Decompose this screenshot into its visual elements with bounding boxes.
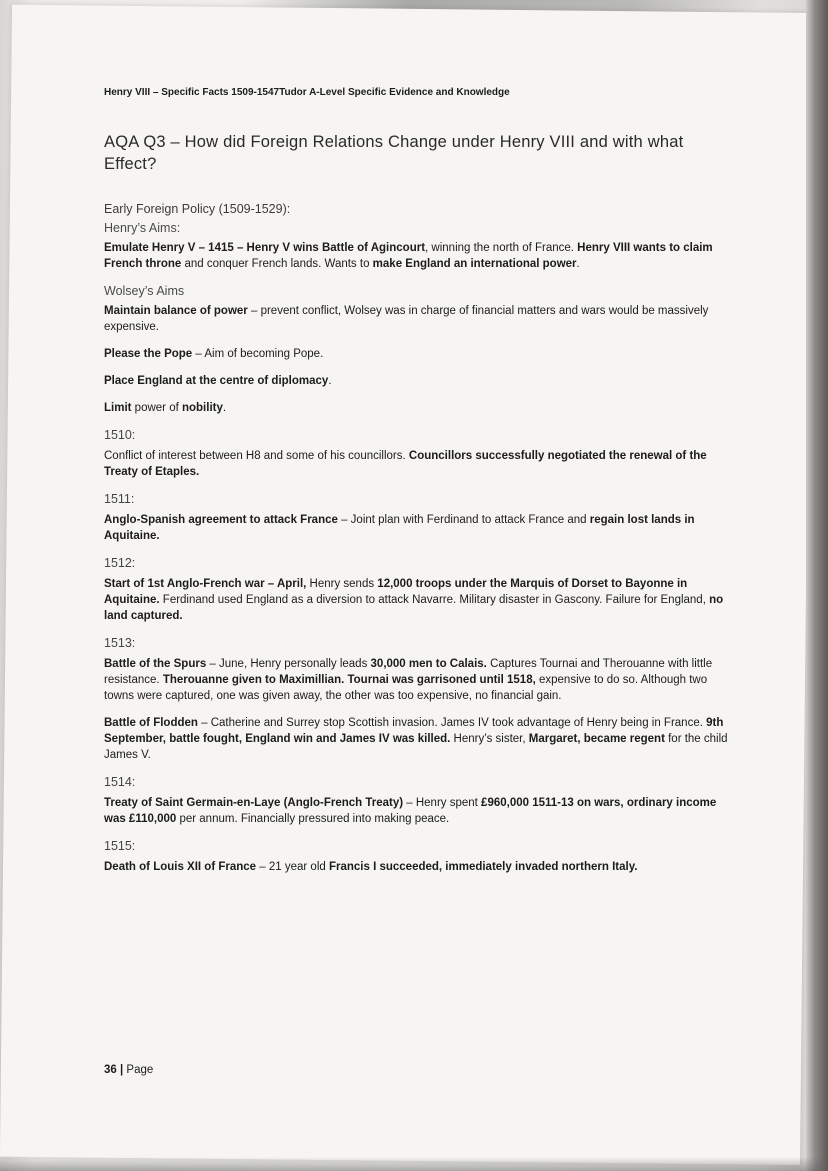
text-bold: no land captured. <box>104 594 724 622</box>
text-normal: and conquer French lands. Wants to <box>181 258 373 270</box>
text-normal: – Henry spent <box>403 797 482 809</box>
year-entry <box>104 859 738 875</box>
text-normal: – 21 year old <box>256 861 329 873</box>
document-header: Henry VIII – Specific Facts 1509-1547Tudor A-Level Specific Evidence and Knowledge <box>104 87 510 98</box>
text-bold: Please the Pope <box>104 348 193 360</box>
year-entry <box>104 448 738 480</box>
year-entry <box>104 656 738 704</box>
text-bold: Battle of the Spurs <box>104 658 207 670</box>
text-normal: Conflict of interest between H8 and some of his councillors. <box>104 450 409 462</box>
page-label: Page <box>126 1064 154 1076</box>
text-bold: Emulate Henry V – 1415 – Henry V wins Battle of Agincourt <box>104 242 426 254</box>
text-bold: 9th September, battle fought, England win and James IV was killed. <box>104 717 724 745</box>
year-heading: 1514: <box>104 775 136 789</box>
year-entry <box>104 795 738 827</box>
year-heading: 1515: <box>104 839 136 853</box>
text-bold: Margaret, became regent <box>528 733 665 745</box>
text-normal: Captures Tournai and Therouanne with little resistance. <box>104 658 713 686</box>
text-bold: regain lost lands in Aquitaine. <box>104 514 695 542</box>
text-normal: . <box>576 258 580 270</box>
text-normal: for the child James V. <box>104 733 728 761</box>
text-bold: Anglo-Spanish agreement to attack France <box>104 514 338 526</box>
year-heading: 1511: <box>104 492 135 506</box>
page-separator: | <box>120 1064 124 1076</box>
text-bold: Maintain balance of power <box>104 305 248 317</box>
text-bold: Start of 1st Anglo-French war – April, <box>104 578 307 590</box>
henrys-aims-text <box>104 240 738 272</box>
text-normal: Henry sends <box>306 578 378 590</box>
text-normal: – June, Henry personally leads <box>206 658 371 670</box>
year-heading: 1512: <box>104 556 136 570</box>
text-normal: . <box>222 402 227 414</box>
document-title: AQA Q3 – How did Foreign Relations Change under Henry VIII and with what Effect? <box>104 133 684 173</box>
year-entry <box>104 715 738 763</box>
year-heading: 1513: <box>104 636 136 650</box>
text-normal: power of <box>131 402 182 414</box>
henrys-aims-heading: Henry’s Aims: <box>104 221 181 235</box>
text-bold: Battle of Flodden <box>104 717 198 729</box>
wolsey-aim-item <box>104 373 738 389</box>
scan-shadow-right <box>806 0 828 1171</box>
text-bold: Death of Louis XII of France <box>104 861 257 873</box>
year-entry <box>104 512 738 544</box>
text-bold: £960,000 1511-13 on wars, ordinary income was £110,000 <box>104 797 717 825</box>
text-bold: 30,000 men to Calais. <box>370 658 487 670</box>
text-bold: make England an international power <box>372 258 577 270</box>
text-normal: per annum. Financially pressured into making peace. <box>176 813 450 825</box>
text-normal: . <box>328 375 332 387</box>
text-normal: – prevent conflict, Wolsey was in charge of financial matters and wars would be massively expensive. <box>104 305 709 333</box>
text-normal: – Catherine and Surrey stop Scottish invasion. James IV took advantage of Henry being in France. <box>197 717 707 729</box>
text-bold: nobility <box>181 402 223 414</box>
text-bold: Henry VIII wants to claim French throne <box>104 242 713 270</box>
text-bold: 12,000 troops under the Marquis of Dorset to Bayonne in Aquitaine. <box>104 578 688 606</box>
text-normal: expensive to do so. Although two towns were captured, one was given away, the other was too expensive, no financial gain. <box>104 674 708 702</box>
scan-shadow-bottom <box>0 1157 828 1171</box>
wolseys-aims-heading: Wolsey’s Aims <box>104 284 185 298</box>
text-bold: Francis I succeeded, immediately invaded northern Italy. <box>328 861 638 873</box>
year-entry <box>104 576 738 624</box>
text-normal: – Joint plan with Ferdinand to attack France and <box>337 514 590 526</box>
text-bold: Treaty of Saint Germain-en-Laye (Anglo-French Treaty) <box>104 797 404 809</box>
wolsey-aim-item <box>104 400 738 416</box>
text-normal: – Aim of becoming Pope. <box>192 348 324 360</box>
text-bold: Place England at the centre of diplomacy <box>104 375 329 387</box>
text-bold: Limit <box>104 402 132 414</box>
text-normal: Henry’s sister, <box>450 733 529 745</box>
year-heading: 1510: <box>104 428 136 442</box>
text-normal: , winning the north of France. <box>425 242 578 254</box>
page-number: 36 <box>104 1064 117 1076</box>
document-content <box>104 84 738 886</box>
text-bold: Councillors successfully negotiated the renewal of the Treaty of Etaples. <box>104 450 707 478</box>
wolsey-aim-item <box>104 303 738 335</box>
early-policy-heading: Early Foreign Policy (1509-1529): <box>104 202 291 216</box>
wolsey-aim-item <box>104 346 738 362</box>
page-footer <box>104 1064 153 1076</box>
text-normal: Ferdinand used England as a diversion to attack Navarre. Military disaster in Gascony. Failure for England, <box>159 594 710 606</box>
text-bold: Therouanne given to Maximillian. Tournai was garrisoned until 1518, <box>162 674 536 686</box>
